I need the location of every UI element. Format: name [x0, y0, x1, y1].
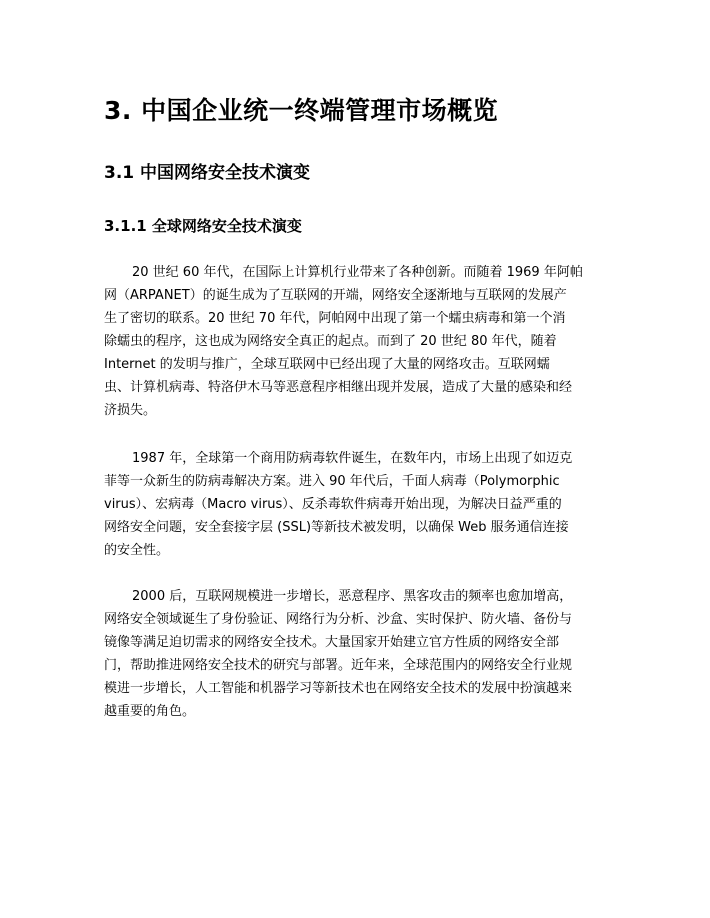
paragraph-line: 2000 后，互联网规模进一步增长，恶意程序、黑客攻击的频率也愈加增高，: [132, 589, 573, 604]
paragraph-line: 网络安全领域诞生了身份验证、网络行为分析、沙盒、实时保护、防火墙、备份与: [104, 612, 573, 627]
subsection-heading: 3.1 中国网络安全技术演变: [104, 163, 311, 183]
paragraph-line: 菲等一众新生的防病毒解决方案。进入 90 年代后，千面人病毒（Polymorphic: [104, 474, 560, 489]
subsubsection-heading: 3.1.1 全球网络安全技术演变: [104, 217, 302, 235]
paragraph-line: 门，帮助推进网络安全技术的研究与部署。近年来，全球范围内的网络安全行业规: [104, 658, 573, 673]
paragraph-line: 网络安全问题，安全套接字层 (SSL)等新技术被发明，以确保 Web 服务通信连接: [104, 520, 569, 535]
paragraph-line: 镜像等满足迫切需求的网络安全技术。大量国家开始建立官方性质的网络安全部: [104, 635, 560, 650]
paragraph-line: 模进一步增长，人工智能和机器学习等新技术也在网络安全技术的发展中扮演越来: [104, 681, 573, 696]
paragraph-line: 虫、计算机病毒、特洛伊木马等恶意程序相继出现并发展，造成了大量的感染和经: [104, 380, 573, 395]
paragraph-1987-antivirus: [104, 447, 606, 562]
paragraph-line: 除蠕虫的程序，这也成为网络安全真正的起点。而到了 20 世纪 80 年代，随着: [104, 334, 557, 349]
paragraph-line: 济损失。: [104, 403, 157, 418]
section-heading: 3. 中国企业统一终端管理市场概览: [104, 96, 499, 125]
paragraph-2000-onwards: [104, 585, 606, 723]
paragraph-line: 1987 年，全球第一个商用防病毒软件诞生，在数年内，市场上出现了如迈克: [132, 451, 573, 466]
paragraph-1960s-history: [104, 261, 606, 422]
paragraph-line: 20 世纪 60 年代，在国际上计算机行业带来了各种创新。而随着 1969 年阿帕: [132, 265, 583, 280]
paragraph-line: 越重要的角色。: [104, 704, 196, 719]
paragraph-line: Internet 的发明与推广，全球互联网中已经出现了大量的网络攻击。互联网蠕: [104, 357, 550, 372]
paragraph-line: 网（ARPANET）的诞生成为了互联网的开端，网络安全逐渐地与互联网的发展产: [104, 288, 567, 303]
paragraph-line: 生了密切的联系。20 世纪 70 年代，阿帕网中出现了第一个蠕虫病毒和第一个消: [104, 311, 566, 326]
paragraph-line: 的安全性。: [104, 543, 170, 558]
paragraph-line: virus）、宏病毒（Macro virus）、反杀毒软件病毒开始出现，为解决日益严重的: [104, 497, 562, 512]
